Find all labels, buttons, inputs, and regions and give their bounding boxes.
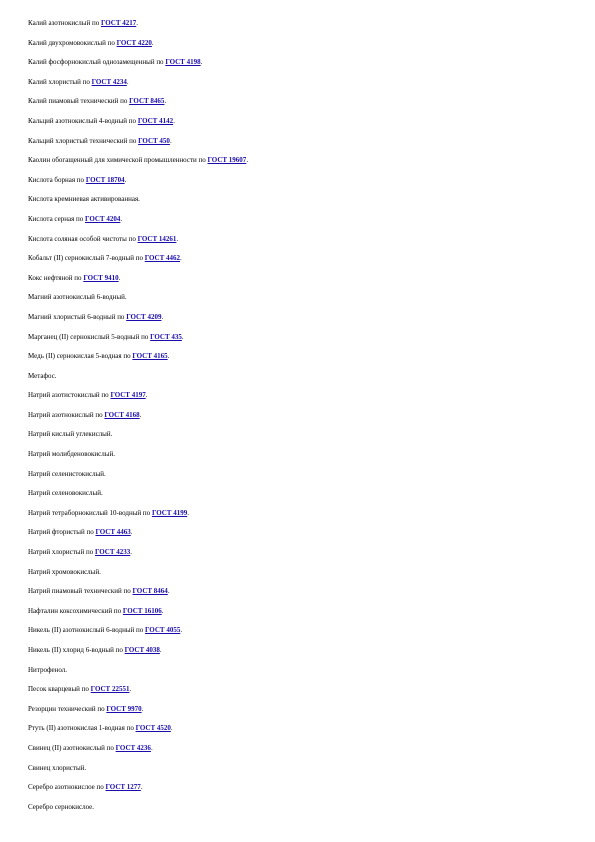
list-item (28, 683, 248, 703)
item-punctuation: . (170, 724, 173, 733)
item-text: Натрий селеновокислый. (28, 489, 103, 498)
item-text: Кислота серная по (28, 214, 86, 223)
gost-link[interactable]: ГОСТ 4055 (145, 626, 181, 635)
item-text: Натрий азотистокислый по (28, 391, 111, 400)
item-punctuation: . (173, 116, 175, 125)
item-punctuation: . (169, 136, 172, 145)
list-item (28, 781, 248, 801)
item-punctuation: . (181, 332, 184, 341)
gost-link[interactable]: ГОСТ 19607 (207, 156, 247, 165)
item-punctuation: . (167, 352, 170, 361)
item-text: Нафталин коксохимический по (28, 606, 123, 615)
gost-link[interactable]: ГОСТ 4168 (104, 410, 140, 419)
item-text: Ртуть (II) азотнокислая 1-водная по (28, 724, 136, 733)
list-item (28, 17, 248, 37)
item-text: Калий азотнокислый по (28, 19, 101, 27)
item-punctuation: . (161, 606, 164, 615)
list-item (28, 76, 248, 96)
item-text: Кокс нефтяной по (28, 273, 84, 282)
item-punctuation: . (246, 156, 249, 165)
item-punctuation: . (130, 548, 133, 557)
gost-link[interactable]: ГОСТ 4233 (94, 548, 131, 557)
item-text: Калий фосфорнокислый однозамещенный по (28, 58, 166, 67)
list-item (28, 331, 248, 351)
item-text: Кальций азотнокислый 4-водный по (28, 116, 138, 125)
item-text: Никель (II) хлорид 6-водный по (28, 646, 125, 654)
item-punctuation: . (139, 410, 142, 419)
item-text: Каолин обогащенный для химической промышленности по (28, 156, 208, 165)
list-item (28, 703, 248, 723)
list-item (28, 585, 248, 605)
gost-link[interactable]: ГОСТ 18704 (85, 175, 125, 184)
gost-link[interactable]: ГОСТ 4197 (110, 391, 146, 400)
gost-link[interactable]: ГОСТ 4142 (137, 116, 174, 125)
item-punctuation: . (164, 97, 167, 106)
list-item (28, 154, 248, 174)
list-item (28, 801, 248, 821)
item-text: Калий двухромовокислый по (28, 38, 117, 47)
gost-link[interactable]: ГОСТ 16106 (122, 606, 162, 615)
list-item (28, 448, 248, 468)
list-item (28, 272, 248, 292)
list-item (28, 389, 248, 409)
list-item (28, 115, 248, 135)
list-item (28, 526, 248, 546)
item-text: Нитрофенол. (28, 665, 67, 674)
item-text: Натрий хромовокислый. (28, 567, 101, 576)
item-text: Натрий фтористый по (28, 528, 96, 537)
item-text: Кальций хлористый технический по (28, 136, 139, 145)
gost-link[interactable]: ГОСТ 4217 (100, 19, 137, 27)
item-text: Марганец (II) сернокислый 5-водный по (28, 332, 151, 341)
item-text: Натрий кислый углекислый. (28, 430, 113, 439)
item-punctuation: . (200, 58, 203, 67)
list-item (28, 291, 248, 311)
item-text: Натрий пиамовый технический по (28, 587, 133, 596)
item-punctuation: . (126, 77, 129, 86)
item-text: Песок кварцевый по (28, 685, 91, 694)
list-item (28, 193, 248, 213)
item-punctuation: . (151, 38, 154, 47)
item-text: Серебро азотнокислое по (28, 783, 106, 792)
list-item (28, 605, 248, 625)
item-punctuation: . (187, 508, 189, 517)
item-text: Калий хлористый по (28, 77, 92, 86)
list-item (28, 135, 248, 155)
list-item (28, 370, 248, 390)
item-text: Медь (II) сернокислая 5-водная по (28, 352, 133, 361)
list-item (28, 722, 248, 742)
gost-link[interactable]: ГОСТ 4234 (91, 77, 127, 86)
list-item (28, 428, 248, 448)
item-punctuation: . (176, 234, 179, 243)
gost-link[interactable]: ГОСТ 9410 (83, 273, 119, 282)
item-text: Метафос. (28, 371, 57, 380)
gost-link[interactable]: ГОСТ 4463 (95, 528, 131, 537)
gost-link[interactable]: ГОСТ 4204 (85, 214, 121, 223)
item-text: Кислота соляная особой чистоты по (28, 234, 138, 243)
gost-link[interactable]: ГОСТ 4520 (135, 724, 171, 733)
item-punctuation: . (130, 528, 133, 537)
list-item (28, 546, 248, 566)
list-item (28, 644, 248, 664)
item-punctuation: . (129, 685, 132, 694)
gost-link[interactable]: ГОСТ 8464 (132, 587, 168, 596)
gost-link[interactable]: ГОСТ 4236 (115, 743, 151, 752)
gost-link[interactable]: ГОСТ 14261 (137, 234, 177, 243)
item-text: Кислота кремниевая активированная. (28, 195, 140, 204)
item-text: Резорцин технический по (28, 704, 107, 713)
gost-link[interactable]: ГОСТ 4198 (165, 58, 201, 67)
list-item (28, 233, 248, 253)
item-punctuation: . (180, 254, 182, 263)
item-punctuation: . (159, 646, 162, 654)
list-item (28, 624, 248, 644)
list-item (28, 56, 248, 76)
list-item (28, 664, 248, 684)
item-punctuation: . (145, 391, 148, 400)
gost-link[interactable]: ГОСТ 4209 (126, 312, 162, 321)
list-item (28, 350, 248, 370)
gost-link[interactable]: ГОСТ 22551 (90, 685, 130, 694)
item-punctuation: . (161, 312, 164, 321)
item-text: Натрий азотнокислый по (28, 410, 105, 419)
item-text: Кобальт (II) сернокислый 7-водный по (28, 254, 145, 263)
gost-link[interactable]: ГОСТ 1277 (105, 783, 141, 792)
item-punctuation: . (136, 19, 139, 27)
list-item (28, 742, 248, 762)
gost-link[interactable]: ГОСТ 4462 (144, 254, 181, 263)
item-text: Калий пиамовый технический по (28, 97, 130, 106)
gost-link[interactable]: ГОСТ 435 (150, 332, 182, 341)
item-text: Магний хлористый 6-водный по (28, 312, 127, 321)
list-item (28, 566, 248, 586)
item-text: Натрий тетраборнокислый 10-водный по (28, 508, 152, 517)
item-punctuation: . (120, 214, 123, 223)
item-text: Магний азотнокислый 6-водный. (28, 293, 127, 302)
item-punctuation: . (150, 743, 153, 752)
item-punctuation: . (118, 273, 121, 282)
item-punctuation: . (180, 626, 183, 635)
gost-link[interactable]: ГОСТ 4165 (132, 352, 168, 361)
gost-link[interactable]: ГОСТ 8465 (129, 97, 165, 106)
item-punctuation: . (124, 175, 127, 184)
gost-link[interactable]: ГОСТ 4038 (124, 646, 160, 654)
list-item (28, 468, 248, 488)
list-item (28, 487, 248, 507)
list-item (28, 174, 248, 194)
list-item (28, 95, 248, 115)
item-text: Свинец хлористый. (28, 763, 87, 772)
gost-link[interactable]: ГОСТ 4199 (151, 508, 188, 517)
list-item (28, 37, 248, 57)
item-punctuation: . (140, 783, 143, 792)
list-item (28, 507, 248, 527)
gost-link[interactable]: ГОСТ 9970 (106, 704, 142, 713)
item-text: Натрий хлористый по (28, 548, 95, 557)
reagent-list (28, 17, 248, 820)
list-item (28, 409, 248, 429)
list-item (28, 213, 248, 233)
item-punctuation: . (141, 704, 144, 713)
gost-link[interactable]: ГОСТ 4220 (116, 38, 152, 47)
gost-link[interactable]: ГОСТ 450 (138, 136, 170, 145)
list-item (28, 762, 248, 782)
list-item (28, 252, 248, 272)
item-text: Свинец (II) азотнокислый по (28, 743, 116, 752)
item-text: Серебро сернокислое. (28, 802, 95, 811)
item-text: Кислота борная по (28, 175, 86, 184)
item-text: Никель (II) азотнокислый 6-водный по (28, 626, 146, 635)
item-text: Натрий селенистокислый. (28, 469, 106, 478)
item-punctuation: . (167, 587, 170, 596)
item-text: Натрий молибденовокислый. (28, 450, 115, 459)
list-item (28, 311, 248, 331)
